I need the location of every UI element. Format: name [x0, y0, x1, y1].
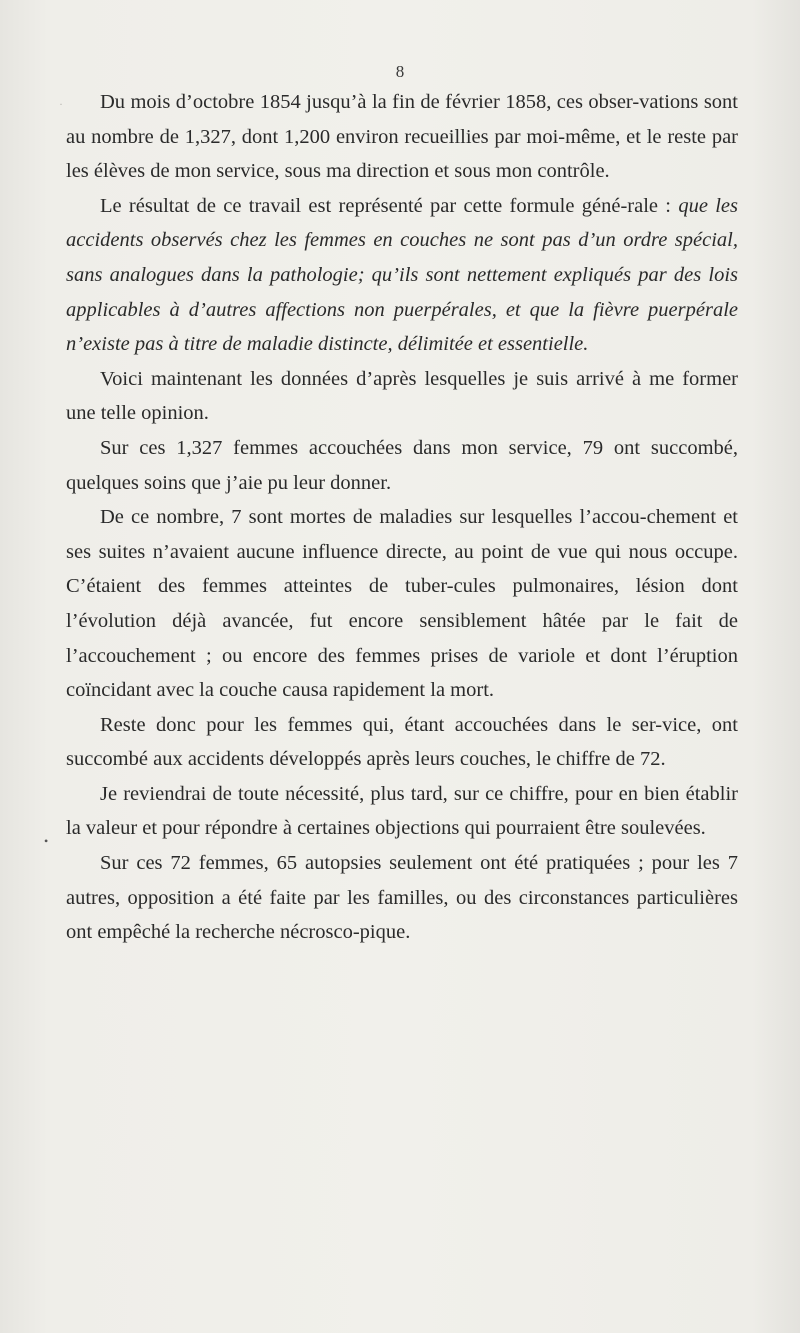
paragraph: De ce nombre, 7 sont mortes de maladies sur lesquelles l’accou-chement et ses suites n’avaient aucune influence directe, au point de vue qui nous occupe. C’étaient des femmes atteintes de tuber-cules pulmonaires, lésion dont l’évolution déjà avancée, fut encore sensiblement hâtée par le fait de l’accouchement ; ou encore des femmes prises de variole et dont l’éruption coïncidant avec la couche causa rapidement la mort. — [66, 506, 738, 702]
paragraph: Je reviendrai de toute nécessité, plus tard, sur ce chiffre, pour en bien établir la valeur et pour répondre à certaines objections qui pourraient être soulevées. — [66, 782, 738, 840]
italic-conclusion: que les accidents observés chez les femmes en couches ne sont pas d’un ordre spécial, sans analogues dans la pathologie; qu’ils sont nettement expliqués par des lois applicables à d’autres affections non puerpérales, et que la fièvre puerpérale n’existe pas à titre de maladie distincte, délimitée et essentielle. — [66, 194, 738, 356]
body-text — [66, 85, 738, 950]
paragraph: Sur ces 72 femmes, 65 autopsies seulement ont été pratiquées ; pour les 7 autres, opposition a été faite par les familles, ou des circonstances particulières ont empêché la recherche nécrosco-pique. — [66, 852, 738, 944]
margin-mark-icon: · — [59, 97, 63, 111]
page-number: 8 — [395, 62, 405, 81]
paragraph: Voici maintenant les données d’après lesquelles je suis arrivé à me former une telle opinion. — [66, 367, 738, 425]
paragraph-lead: Le résultat de ce travail est représenté par cette formule géné-rale : — [100, 194, 679, 217]
margin-mark-icon: • — [44, 834, 49, 848]
paragraph — [66, 189, 738, 362]
paragraph: Sur ces 1,327 femmes accouchées dans mon service, 79 ont succombé, quelques soins que j’aie pu leur donner. — [66, 436, 738, 494]
paragraph: Reste donc pour les femmes qui, étant accouchées dans le ser-vice, ont succombé aux accidents développés après leurs couches, le chiffre de 72. — [66, 713, 738, 771]
paragraph: Du mois d’octobre 1854 jusqu’à la fin de février 1858, ces obser-vations sont au nombre de 1,327, dont 1,200 environ recueillies par moi-même, et le reste par les élèves de mon service, sous ma direction et sous mon contrôle. — [66, 91, 738, 183]
